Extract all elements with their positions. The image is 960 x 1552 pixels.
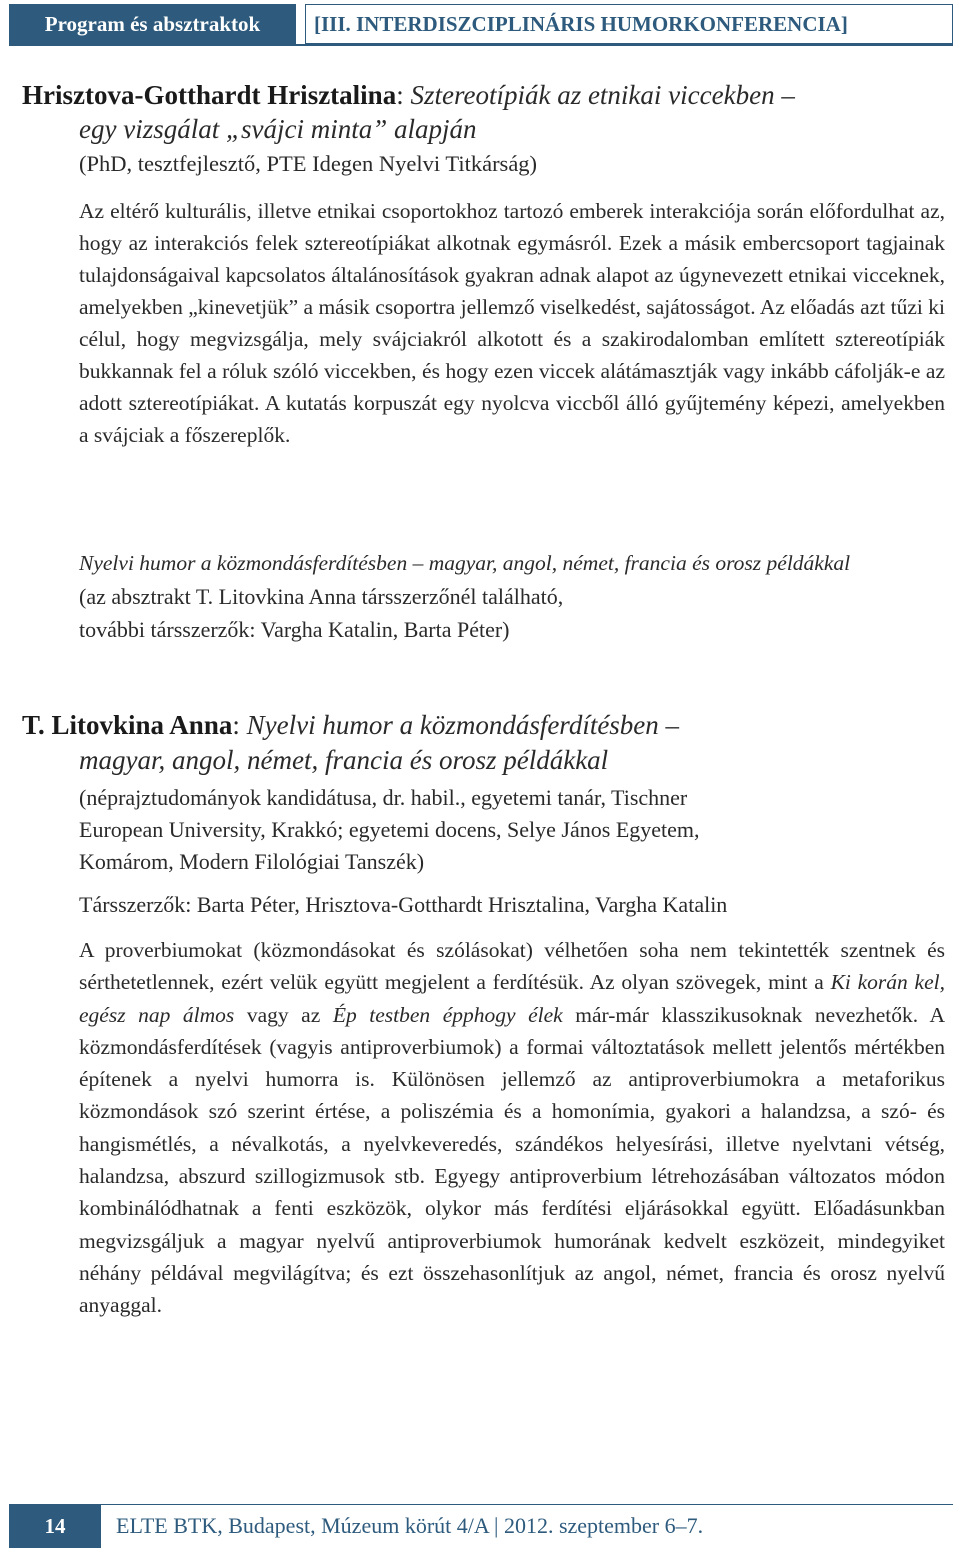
footer-venue: ELTE BTK, Budapest, Múzeum körút 4/A xyxy=(116,1513,489,1538)
abstract2-example1: Ki korán kel, egész nap álmos xyxy=(79,970,945,1027)
page-number: 14 xyxy=(9,1504,101,1548)
footer-date: 2012. szeptember 6–7. xyxy=(503,1513,704,1538)
footer-separator: | xyxy=(494,1513,499,1538)
abstract2-heading xyxy=(22,708,679,742)
heading-colon: : xyxy=(396,80,411,110)
abstract2-affiliation-line2: European University, Krakkó; egyetemi docens, Selye János Egyetem, xyxy=(79,817,700,842)
crossref-title: Nyelvi humor a közmondásferdítésben – magyar, angol, német, francia és orosz példákkal xyxy=(79,551,851,575)
crossref-line3: további társszerzők: Vargha Katalin, Barta Péter) xyxy=(79,617,510,642)
page-header xyxy=(9,4,953,44)
abstract2-example2: Ép testben épphogy élek xyxy=(332,1002,563,1027)
header-divider xyxy=(9,44,953,46)
conference-title: [III. INTERDISZCIPLINÁRIS HUMORKONFERENCIA] xyxy=(305,4,953,44)
crossref-line2: (az absztrakt T. Litovkina Anna társszerzőnél található, xyxy=(79,584,564,609)
abstract2-affiliation-line1: (néprajztudományok kandidátusa, dr. habil., egyetemi tanár, Tischner xyxy=(79,785,688,810)
abstract1-affiliation: (PhD, tesztfejlesztő, PTE Idegen Nyelvi Titkárság) xyxy=(79,151,538,176)
abstract2-body-part1: A proverbiumokat (közmondásokat és szólásokat) vélhetően soha nem tekintették szentnek és sérthetetlennek, ezért velük együtt megjelent a ferdítésük. Az olyan szövegek, mint a xyxy=(79,938,945,995)
abstract2-title-line1: Nyelvi humor a közmondásferdítésben – xyxy=(246,710,680,740)
heading-colon: : xyxy=(232,710,247,740)
abstract2-body-part3: már-már klasszikusoknak nevezhetők. A közmondásferdítések (vagyis antiproverbiumok) a formai változtatások mellett jelentős mértékben építenek a nyelvi humorra is. Különösen jellemző az antiproverbiumokra a metaforikus közmondások szó szerint értése, a poliszémia és a homonímia, gyakori a halandzsa, a szó- és hangismétlés, a névalkotás, a nyelvkeveredés, szándékos helyesírási, illetve nyelvtani vétség, halandzsa, abszurd szillogizmusok stb. Egyegy antiproverbium létrehozásában változatos módon kombinálódhatnak a fenti eszközök, olykor más ferdítési eljárásokkal együtt. Előadásunkban megvizsgáljuk a magyar nyelvű antiproverbiumok humorának kedvelt eszközeit, mindegyiket néhány példával megvilágítva; és ezt összehasonlítjuk az angol, német, francia és orosz nyelvű anyaggal. xyxy=(79,1002,945,1318)
abstract1-author: Hrisztova-Gotthardt Hrisztalina xyxy=(22,80,397,110)
abstract2-author: T. Litovkina Anna xyxy=(22,710,233,740)
abstract1-body: Az eltérő kulturális, illetve etnikai csoportokhoz tartozó emberek interakciója során előfordulhat az, hogy az interakciós felek sztereotípiákat alkotnak egymásról. Ezek a másik embercsoport tagjainak tulajdonságaival kapcsolatos általánosítások gyakran adnak alapot az úgynevezett etnikai vicceknek, amelyekben „kinevetjük” a másik csoportra jellemző viselkedést, sajátosságot. Az előadás azt tűzi ki célul, hogy megvizsgálja, mely svájciakról alkotott és a szakirodalomban említett sztereotípiák bukkannak fel a róluk szóló viccekben, és hogy ezen viccek alátámasztják vagy inkább cáfolják-e az adott sztereotípiákat. A kutatás korpuszát egy nyolcva viccből álló gyűjtemény képezi, amelyekben a svájciak a főszereplők. xyxy=(79,199,945,447)
section-label: Program és absztraktok xyxy=(9,4,296,44)
abstract1-title-line1: Sztereotípiák az etnikai viccekben – xyxy=(410,80,795,110)
abstract1-heading xyxy=(22,78,795,112)
abstract2-body xyxy=(79,934,945,1322)
abstract2-affiliation-line3: Komárom, Modern Filológiai Tanszék) xyxy=(79,849,425,874)
crossref-note xyxy=(79,547,949,646)
abstract2-coauthors: Társszerzők: Barta Péter, Hrisztova-Gotthardt Hrisztalina, Vargha Katalin xyxy=(79,892,728,917)
footer-info xyxy=(116,1504,703,1548)
abstract2-body-part2: vagy az xyxy=(234,1002,333,1027)
abstract1-title-line2: egy vizsgálat „svájci minta” alapján xyxy=(79,114,477,144)
abstract2-title-line2: magyar, angol, német, francia és orosz példákkal xyxy=(79,745,609,775)
abstract2-affiliation xyxy=(79,782,949,878)
